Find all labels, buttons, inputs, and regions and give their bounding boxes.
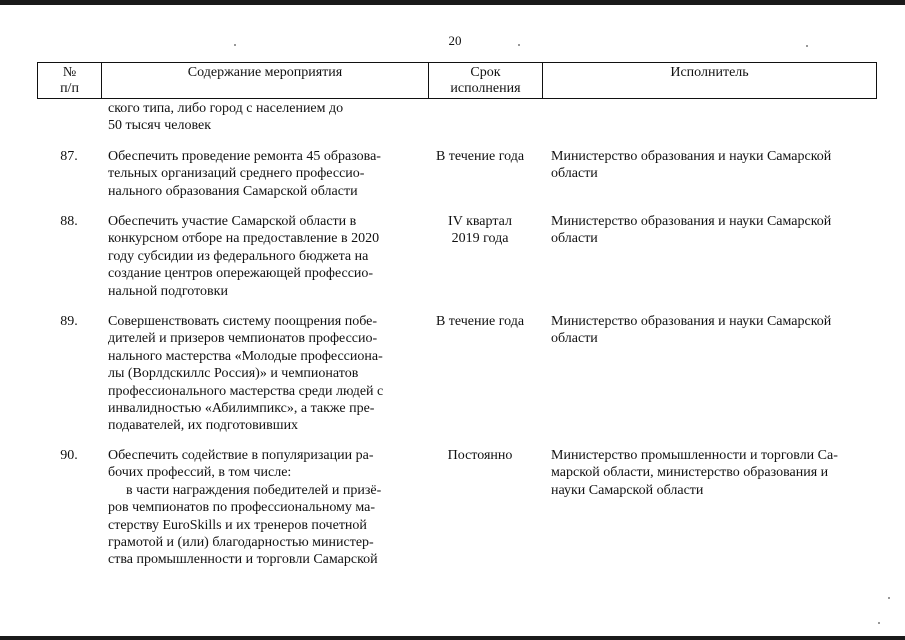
header-deadline-label: Срок исполнения — [450, 65, 521, 96]
row-number: 90. — [60, 448, 78, 463]
row-content-text: Совершенствовать систему поощрения побе- дителей и призеров чемпионатов профессио- нального мастерства «Молодые профессиона- лы (Ворлдскиллс Россия)» и чемпионатов профессионального мастерства среди людей с инвалидностью «Абилимпикс», а также пре- подавателей, их подготовивших — [108, 314, 384, 434]
top-edge-rule — [0, 0, 905, 5]
row-content — [108, 148, 408, 200]
row-deadline: IV квартал 2019 года — [448, 214, 512, 247]
row-content-subtext: в части награждения победителей и призё- ров чемпионатов по профессиональному ма- стерству EuroSkills и их тренеров почетной грамотой и (или) благодарностью министер- ства промышленности и торговли Самарской — [108, 482, 382, 568]
row-number: 87. — [60, 149, 78, 164]
row-number: 89. — [60, 314, 78, 329]
row-content-text: Обеспечить проведение ремонта 45 образова- тельных организаций среднего профессио- нального образования Самарской области — [108, 149, 381, 199]
row-executor: Министерство образования и науки Самарской области — [551, 314, 832, 347]
header-deadline — [429, 63, 543, 99]
row-executor: Министерство промышленности и торговли Са- марской области, министерство образования и науки Самарской области — [551, 448, 838, 498]
row-content — [108, 213, 408, 300]
row-number: 88. — [60, 214, 78, 229]
row-executor: Министерство образования и науки Самарской области — [551, 149, 832, 182]
row-executor: Министерство образования и науки Самарской области — [551, 214, 832, 247]
row-content-text: Обеспечить содействие в популяризации ра- бочих профессий, в том числе: — [108, 448, 374, 481]
header-content — [102, 63, 429, 99]
row-deadline: Постоянно — [447, 448, 513, 463]
table-header — [37, 62, 877, 99]
header-content-label: Содержание мероприятия — [187, 65, 343, 80]
bottom-edge-rule — [0, 636, 905, 640]
continuation-text: ского типа, либо город с населением до 50 тысяч человек — [108, 101, 344, 134]
header-executor-label: Исполнитель — [670, 65, 749, 80]
header-executor — [543, 63, 877, 99]
row-deadline: В течение года — [435, 149, 525, 164]
row-deadline: В течение года — [435, 314, 525, 329]
row-content — [108, 447, 408, 569]
row-content — [108, 313, 408, 435]
row-content-text: Обеспечить участие Самарской области в конкурсном отборе на предоставление в 2020 году субсидии из федерального бюджета на создание центров опережающей профессио- нальной подготовки — [108, 214, 380, 299]
continuation-content — [108, 100, 408, 135]
page-number: 20 — [448, 33, 462, 48]
header-number-label: № п/п — [60, 65, 79, 96]
header-number — [38, 63, 102, 99]
